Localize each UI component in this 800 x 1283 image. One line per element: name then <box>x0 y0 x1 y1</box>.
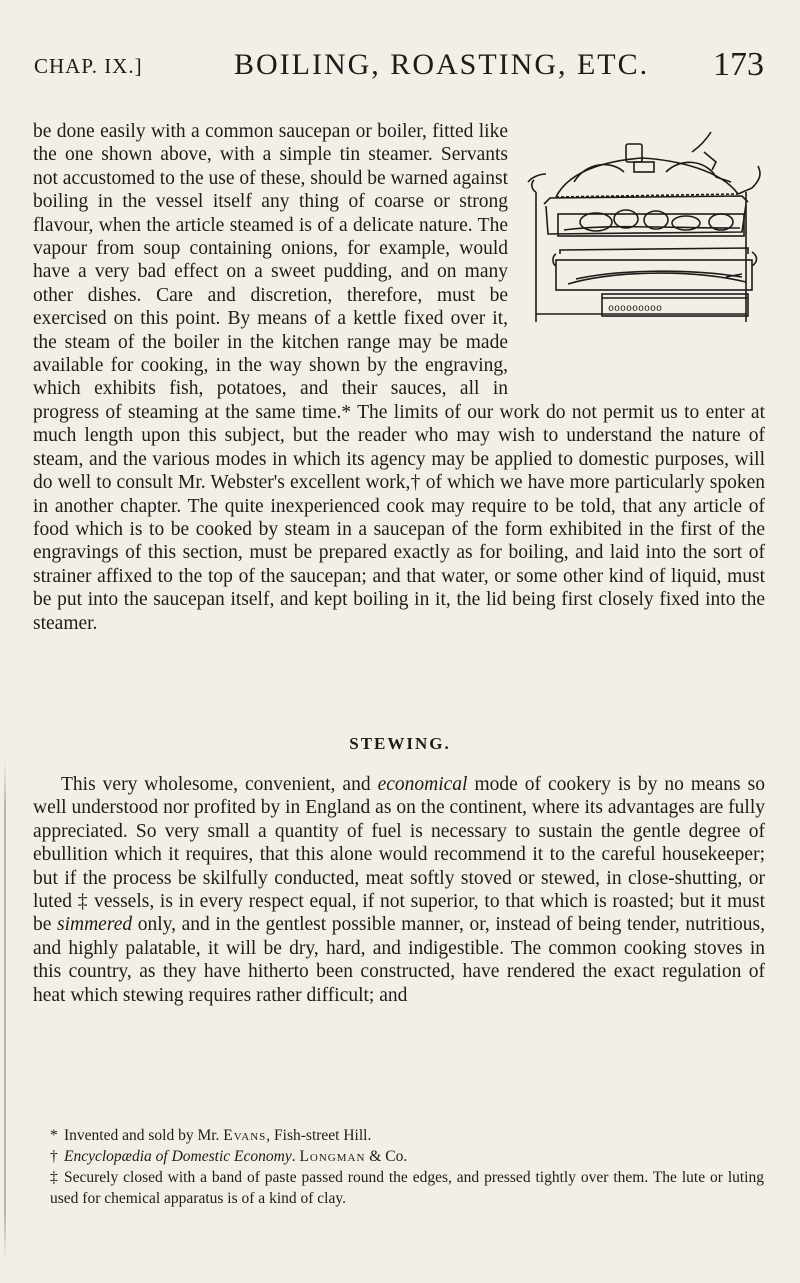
paragraph-stewing <box>33 773 765 1007</box>
footnote <box>50 1146 764 1167</box>
paragraph-text: mode of cookery is by no means so well understood nor profited by in England as on the continent, where its advantages are fully appreciated. So very small a quantity of fuel is necessary to sustain the gentle degree of ebullition which it requires, that this alone would recommend it to the careful housekeeper; but if the process be skilfully conducted, meat softly stoved or stewed, in close-shutting, or luted <box>33 774 765 913</box>
steam-kettle-engraving-icon <box>516 122 769 387</box>
paragraph-text: be done easily with a common saucepan or boiler, fitted like the one shown above, with a simple tin steamer. Servants not accustomed to the use of these, should be warned against boiling in the vessel itself any thing of coarse or strong flavour, when the article steamed is of a delicate nature. The vapour from soup containing onions, for example, would have a very bad effect on a sweet pudding, and on many other dishes. Care and discretion, therefore, must be exercised on this point. By means of a kettle fixed over it, the steam of the boiler in the kitchen range may be made available for cooking, in the way shown by the engraving, which exhibits fish, potatoes, and their sauces, all in progress of steaming at the same time. <box>33 121 508 423</box>
footnote-text: Invented and sold by Mr. <box>64 1127 224 1144</box>
footnote-marker: ‡ <box>77 891 89 913</box>
page-header-title: BOILING, ROASTING, ETC. <box>234 48 650 81</box>
footnote-marker: * <box>341 401 352 423</box>
footnote <box>50 1125 764 1146</box>
footnote-name: Longman <box>299 1148 366 1165</box>
emphasis: economical <box>377 774 468 795</box>
footnote-book-title: Encyclopædia of Domestic Economy <box>64 1148 292 1165</box>
footnote <box>50 1167 764 1209</box>
footnote-text: & Co. <box>365 1148 408 1165</box>
paragraph-text: vessels, is in every respect equal, if not superior, to that which is roasted; but it must be <box>33 891 765 936</box>
footnote-symbol: * <box>50 1127 58 1144</box>
emphasis: simmered <box>57 914 133 936</box>
chapter-label: CHAP. IX.] <box>34 54 143 78</box>
footnote-symbol: † <box>50 1148 58 1165</box>
svg-text:ooooooooo: ooooooooo <box>608 304 663 315</box>
footnote-text: , Fish-street Hill. <box>266 1127 372 1144</box>
footnote-name: Evans <box>223 1127 267 1144</box>
paragraph-text: The limits of our work do not permit us to enter at much length upon this subject, but the reader who may wish to understand the nature of steam, and the various modes in which its agency may be applied to domestic purposes, will do well to consult Mr. Webster's excellent work, <box>33 401 766 494</box>
paragraph-steaming <box>33 120 765 635</box>
footnote-marker: † <box>410 472 421 494</box>
running-header <box>34 48 764 98</box>
steam-kettle-engraving <box>516 122 769 387</box>
footnote-text: . <box>291 1148 300 1165</box>
footnote-text: Securely closed with a band of paste passed round the edges, and pressed tightly over them. The lute or luting used for chemical apparatus is of a kind of clay. <box>50 1169 764 1207</box>
paragraph-text: only, and in the gentlest possible manner, or, instead of being tender, nutritious, and highly palatable, it will be dry, hard, and indigestible. The common cooking stoves in this country, as they have hitherto been constructed, have rendered the exact regulation of heat which stewing requires rather difficult; and <box>33 914 766 1006</box>
paragraph-text: This very wholesome, convenient, and <box>61 774 378 795</box>
page-number: 173 <box>713 46 764 83</box>
page-edge-shadow <box>4 760 6 1260</box>
footnotes <box>50 1125 764 1209</box>
footnote-symbol: ‡ <box>50 1169 58 1186</box>
paragraph-text: of which we have more particularly spoken in another chapter. The quite inexperienced cook may require to be told, that any article of food which is to be cooked by steam in a saucepan of the form exhibited in the first of the engravings of this section, must be prepared exactly as for boiling, and laid into the sort of strainer affixed to the top of the saucepan; and that water, or some other kind of liquid, must be put into the saucepan itself, and kept boiling in it, the lid being first closely fixed into the steamer. <box>33 472 766 634</box>
section-heading: STEWING. <box>349 734 451 753</box>
